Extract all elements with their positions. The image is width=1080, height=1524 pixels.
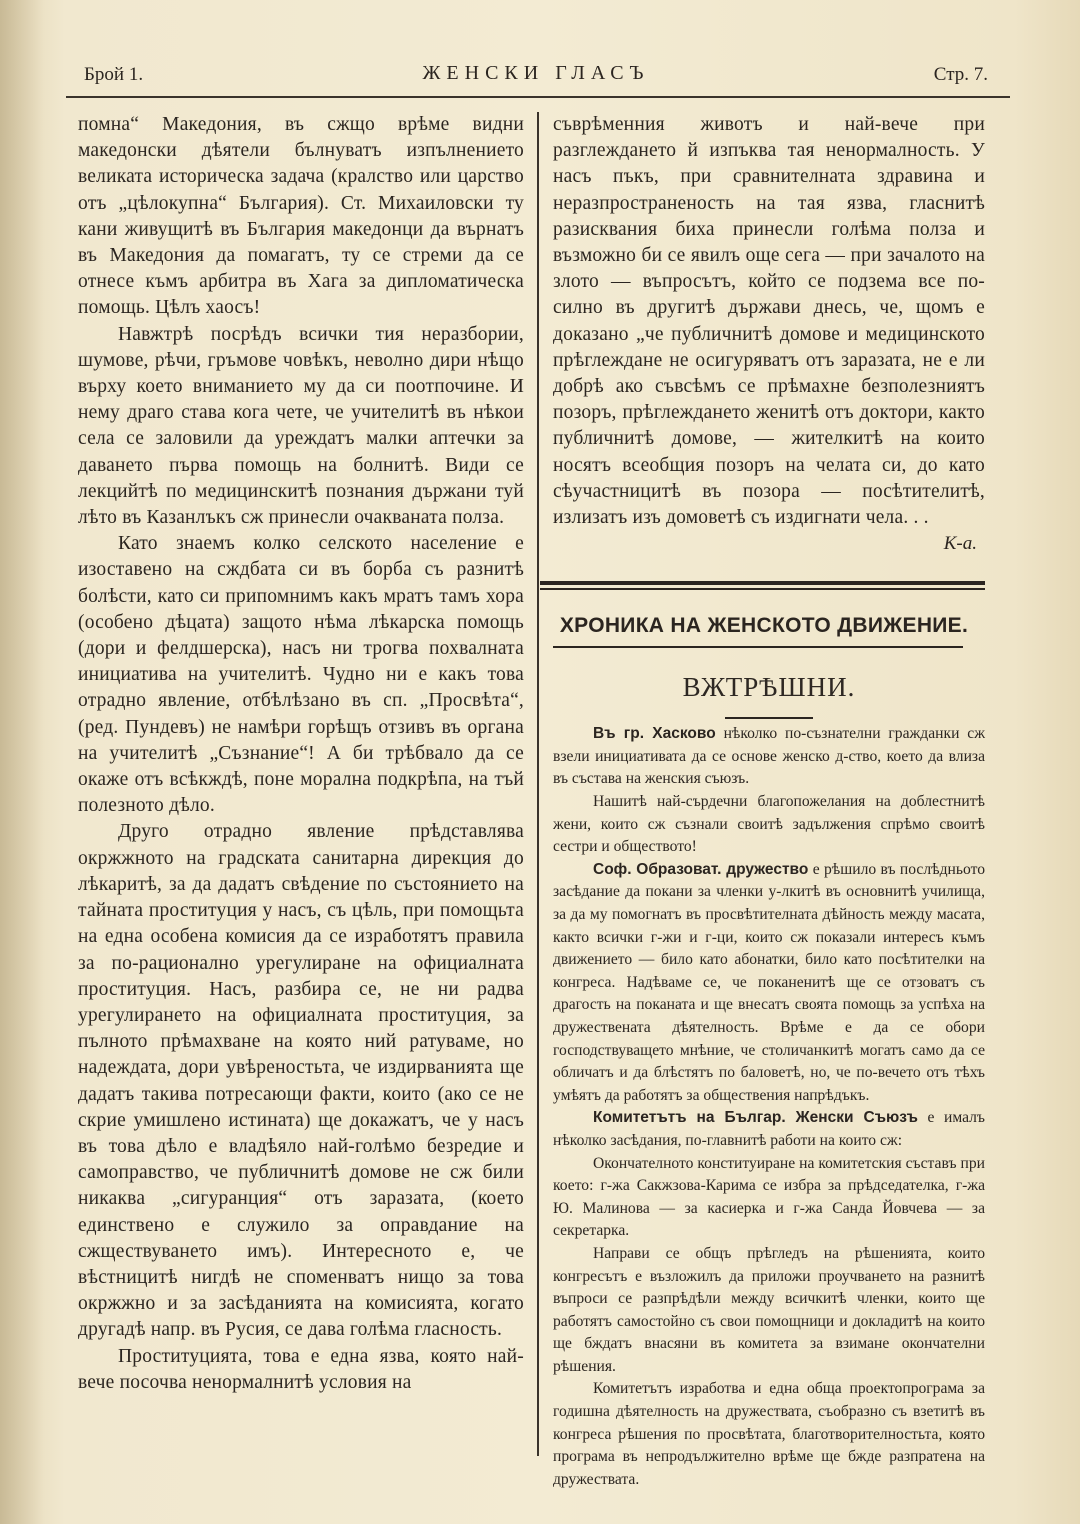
news-item-wishes: Нашитѣ най-сърдечни благопожелания на доблестнитѣ жени, които сж съзнали своитѣ задължения спрѣмо своитѣ сестри и обществото!: [553, 793, 985, 856]
left-paragraph-4: Друго отрадно явление прѣдставлява окржжното на градската санитарна дирекция до лѣкаритѣ, за да дадатъ свѣдение по състоянието на тайната проституция у насъ, съ цѣль, при помощьта на една особена комисия да се изработятъ правила за по-рационално урегулиране на официалната проституция. Насъ, разбира се, не ни радва урегулирането на официалната проституция, за пълното прѣмахване на която ний ратуваме, но надеждата, дори увѣреностьта, че издирванията ще дадатъ такива потресающи факти, които (ако се не скрие умишлено истината) ще докажатъ, че у насъ въ това дѣло е владѣяло най-голѣмо безредие и самоправство, че публичнитѣ домове не сж били никаква „сигуранция“ отъ заразата, (което единствено е служило за оправдание на сжществуването имъ). Интересното е, че вѣстницитѣ нигдѣ не споменватъ нищо за това окржжно и за засѣданията на комисията, когато другадѣ напр. въ Русия, се дава голѣма гласность.: [78, 821, 524, 1341]
right-column: [553, 112, 985, 1491]
left-paragraph-5: Проституцията, това е една язва, която най-вече посочва ненормалнитѣ условия на: [78, 1345, 524, 1393]
news-item-lead: Въ гр. Хасково: [593, 725, 716, 743]
author-signature: К-а.: [943, 533, 977, 555]
news-item-lead: Соф. Образоват. дружество: [593, 860, 809, 878]
right-paragraph-1: съврѣменния животъ и най-вече при разглеждането й изпъква тая ненормалность. У насъ пъкъ, при сравнителната здравина и неразпространеность на тая язва, гласнитѣ разисквания биха принесли голѣма полза и възможно би се явилъ още сега — при зачалото на злото — въпросътъ, който се подзема все по-силно въ другитѣ държави днесь, че, щомъ е доказано „че публичнитѣ домове и медицинското прѣглеждане не осигуряватъ отъ заразата, не е ли добрѣ ако съвсѣмъ се прѣмахне безполезниятъ позоръ, прѣглеждането женитѣ отъ доктори, както публичнитѣ домове, — жителкитѣ на които носятъ всеобщия позоръ на челата си, до като сѣучастницитѣ въ позора — посѣтителитѣ, излизатъ изъ домоветѣ съ издигнати чела. . .: [553, 114, 985, 529]
committee-paragraph-1: Окончателното конституиране на комитетския съставъ при което: г-жа Сакжзова-Карима се избра за прѣдседателка, г-жа Ю. Малинова — за касиерка и г-жа Санда Йовчева — за секретарка.: [553, 1154, 985, 1240]
issue-number: Брой 1.: [84, 64, 144, 85]
committee-paragraph-3: Комитетътъ изработва и една обща проектопрограма за годишна дѣятелность на дружествата, съобразно съ взетитѣ въ конгреса рѣшения по просвѣтата, благотворителностьта, която програма въ непродължително врѣме ще бжде разпратена на дружествата.: [553, 1380, 985, 1488]
committee-paragraph-2: Направи се общъ прѣгледъ на рѣшенията, които конгресътъ е възложилъ да приложи проучването на разнитѣ въпроси се разпрѣдѣли между всичкитѣ членки, които ще работятъ самостойно съ свои помощници и докладитѣ на които ще бждатъ внасяни въ комитета за взимане окончателни рѣшения.: [553, 1244, 985, 1375]
news-item-sofia: [553, 859, 985, 1108]
subsection-heading: ВЖТРѢШНИ.: [682, 672, 856, 703]
news-item-body: е рѣшило въ послѣдньото засѣдание да покани за членки у-лкитѣ въ основнитѣ училища, за да му помогнатъ въ просвѣтителната дѣйность между масата, както всички г-жи и г-ци, които сж показали интересъ къмъ движението — било като абонатки, било като посѣтителки на конгреса. Надѣваме се, че поканенитѣ ще се отзоватъ съ драгость на поканата и ще внесатъ своята помощь за успѣха на дружествената дѣятелность. Врѣме е да се обори господствуващето мнѣние, че столичанкитѣ могатъ само да се обличатъ и да блѣстятъ по баловетѣ, но, че по-вечето отъ тѣхъ умѣятъ да работятъ за обществения напрѣдъкъ.: [553, 860, 985, 1104]
chronicle-heading: ХРОНИКА НА ЖЕНСКОТО ДВИЖЕНИЕ.: [559, 614, 969, 638]
news-item-lead: Комитетътъ на Българ. Женски Съюзъ: [593, 1109, 918, 1127]
left-paragraph-2: Навжтрѣ посрѣдъ всички тия неразбории, шумове, рѣчи, гръмове човѣкъ, неволно дири нѣщо върху което вниманието му да си поотпочине. И нему драго става кога чете, че учителитѣ въ нѣкои села се заловили да уреждатъ малки аптечки за даването първа помощь на болнитѣ. Види се лекцийтѣ по медицинскитѣ познания държани туй лѣто въ Казанлъкъ сж принесли очакваната полза.: [78, 323, 524, 529]
left-paragraph-1: помна“ Македония, въ сжщо врѣме видни македонски дѣятели бълнуватъ изпълнението великата историческа задача (кралство или царство отъ „цѣлокупна“ България). Ст. Михаиловски ту кани живущитѣ въ България македонци да върнатъ въ Македония да помагатъ, ту се стреми да се отнесе къмъ арбитра въ Хага за дипломатическа помощь. Цѣлъ хаосъ!: [78, 114, 524, 319]
page-header: [62, 62, 1010, 92]
header-rule: [66, 96, 1010, 98]
page-edge-shadow: [0, 0, 44, 1524]
news-item-haskovo: [553, 723, 985, 791]
page-number: Стр. 7.: [933, 64, 988, 85]
newspaper-title: ЖЕНСКИ ГЛАСЪ: [422, 62, 650, 84]
news-item-body: нѣколко по-съзнателни гражданки сж взели инициативата да се основе женско д-ство, което да влиза въ състава на женския съюзъ.: [553, 725, 985, 788]
news-item-body: е ималъ нѣколко засѣдания, по-главнитѣ работи на които сж:: [553, 1109, 985, 1149]
section-separator: [540, 581, 985, 590]
subsection-rule: [725, 717, 813, 719]
news-item-committee: [553, 1107, 985, 1152]
column-divider: [537, 112, 539, 1456]
left-paragraph-3: Като знаемъ колко селското население е изоставено на сждбата си въ борба съ разнитѣ болѣсти, като си припомнимъ какъ мратъ тамъ хора (особено дѣцата) защото нѣма лѣкарска помощь (дори и фелдшерска), насъ ни трогва похвалната инициатива на учителитѣ. Чудно ни е какъ това отрадно явление, отбѣлѣзано въ сп. „Просвѣта“, (ред. Пундевъ) не намѣри горѣщъ отзивъ въ органа на учителитѣ „Съзнание“! А би трѣбвало да се окаже отъ всѣкждѣ, поне морална подкрѣпа, на тъй полезното дѣло.: [78, 533, 524, 817]
left-column: [78, 112, 524, 1396]
chronicle-heading-rule: [553, 646, 963, 648]
